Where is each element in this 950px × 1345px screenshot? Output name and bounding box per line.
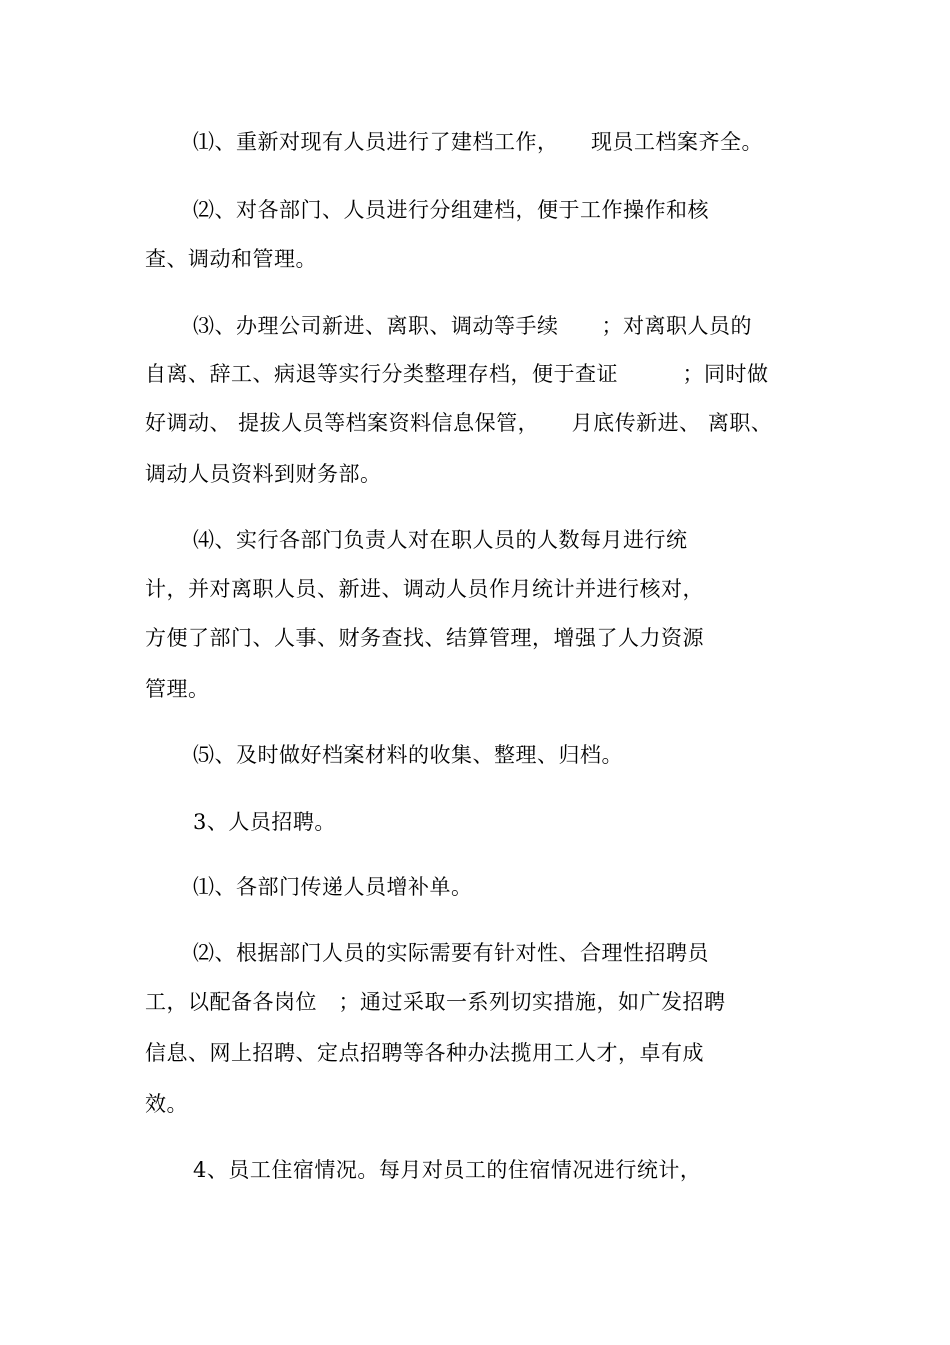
paragraph-3-line-1: ⑶、办理公司新进、离职、调动等手续 ；对离职人员的 [193,314,752,338]
paragraph-4-line-2: 计，并对离职人员、新进、调动人员作月统计并进行核对， [145,577,704,601]
paragraph-4-line-1: ⑷、实行各部门负责人对在职人员的人数每月进行统 [193,528,688,552]
paragraph-3-line-4: 调动人员资料到财务部。 [145,462,382,486]
paragraph-8-line-2: 工，以配备各岗位 ；通过采取一系列切实措施，如广发招聘 [145,990,726,1014]
paragraph-4-line-4: 管理。 [145,677,210,701]
paragraph-4-line-3: 方便了部门、人事、财务查找、结算管理，增强了人力资源 [145,626,704,650]
section-3-heading: 3、人员招聘。 [193,810,336,834]
paragraph-7-line-1: ⑴、各部门传递人员增补单。 [193,875,473,899]
paragraph-3-line-3: 好调动、 提拔人员等档案资料信息保管， 月底传新进、 离职、 [145,411,773,435]
paragraph-8-line-3: 信息、网上招聘、定点招聘等各种办法揽用工人才，卓有成 [145,1041,704,1065]
paragraph-8-line-4: 效。 [145,1092,188,1116]
paragraph-8-line-1: ⑵、根据部门人员的实际需要有针对性、合理性招聘员 [193,941,709,965]
paragraph-5-line-1: ⑸、及时做好档案材料的收集、整理、归档。 [193,743,623,767]
paragraph-1-line-1: ⑴、重新对现有人员进行了建档工作， 现员工档案齐全。 [193,130,763,154]
section-4-heading: 4、员工住宿情况。每月对员工的住宿情况进行统计， [193,1158,702,1182]
paragraph-2-line-1: ⑵、对各部门、人员进行分组建档，便于工作操作和核 [193,198,709,222]
paragraph-2-line-2: 查、调动和管理。 [145,247,317,271]
paragraph-3-line-2: 自离、辞工、病退等实行分类整理存档，便于查证 ；同时做 [145,362,769,386]
